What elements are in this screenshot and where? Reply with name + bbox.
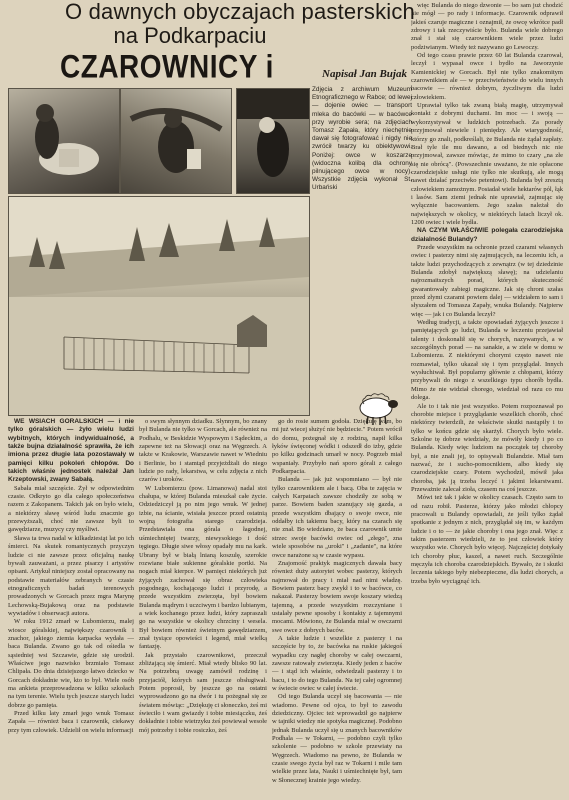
photo-cheese-making xyxy=(236,88,310,194)
article-column-4 xyxy=(411,2,563,796)
photo-milk-transport xyxy=(120,88,232,194)
photo-sheep-pen xyxy=(8,196,310,416)
paragraph: Przede wszystkim na ochronie przed czarami własnych owiec i pasterzy nimi się zajmujących, na leczeniu ich, a także ludzi przychodzących z zewnątrz (w tej dziedzinie Bulanda zdobył największą sławę); na udzielaniu najrozmaitszych porad, których skuteczność gwarantowały zabiegi magiczne. Jak się chroni szałas przed złymi czarami powiem dalej — widziałem to sam i słyszałem od Tomasza Zapały, wnuka Bulandy. Najpierw więc — jak i co Bulanda leczył? xyxy=(411,243,563,318)
article-column-3 xyxy=(272,418,402,796)
section-subhead: NA CZYM WŁAŚCIWIE polegała czarodziejska działalność Bulandy? xyxy=(411,227,563,243)
paragraph: W roku 1912 zmarł w Lubomierzu, malej wiosce góralskiej, największy czarownik i znachor, jakiego ziemia karpacka wydała — baca Bulanda. Zwano go tak od ośiedla w sąsiedniej wsi Szczawie, gdzie się urodził. Właściwe jego nazwisko brzmiało Tomasz Chlipała. Do dnia dzisiejszego łatwo dziecko w Gorcach dokładnie wie, kto to był. Wiele osób ma ankieta przeprowadzona w kilku szkołach na tym terenie. Wielu tych jeszcze starych ludzi dobrze go pamięta. xyxy=(8,618,134,709)
paragraph: Od tego czasu prawie przez 60 lat Bulanda czarował, leczył i wypasał owce i bydło na Jaworzynie Kamienickiej w Gorcach. Był nie tylko znakomitym czarownikiem ale — w przeciwieństwie do wielu innych bacowie — również dobrym, życzliwym dla ludzi człowiekiem. xyxy=(411,52,563,101)
paragraph: Przed kilku laty zmarł jego wnuk Tomasz Zapała — również baca i czarownik, ciekawy przy tym człowiek. Udzielił on wielu informacji xyxy=(8,710,134,734)
paragraph: Ale to i tak nie jest wszystko. Potem rozpoznawał po chorobie miejsce i przyglądanie wszelkich chorób, choć niektórzy twierdzili, że właściwie skutki nastąpiły i to tylko w końcu gdzie się skarżył. Chorych było wiele. Szkolne tę dobrze wiedziały, że mówiły kiedy i po co Bulanda. Kiedy więc ludziom na początek tej choroby był, a nie znali jej, to opisywali Bulandzie. Miał tam nazwać, że i sucho-pomocnikiem, albo kiedy się czarodziejskie czary. Potem wychodził, mówił jaka choroba, jak ją trzeba leczyć i jakimi lekarstwami. Przeważnie zalecał zioła, czasem na coś jeszcze. xyxy=(411,402,563,493)
paragraph: Bulanda — jak już wspomniano — był nie tylko czarownikiem ale i bacą. Oba te zajęcia w całych Karpatach zawsze chodziły ze sobą w parze. Bowiem baden szanujący się gazda, a przede wszystkim dbający o swoje owce, nie oddałby ich takiemu bacy, który na czarach się nie znał. Bo wiedziano, że baca czarownik umie strzec swoje bacówki owiec od „złego", zna wiele sposobów na „uroki" i „zadanie", na które owce narażone są w czasie wypasu. xyxy=(272,476,402,559)
headline-line-2: na Podkarpaciu xyxy=(113,23,267,48)
headline-line-1: O dawnych obyczajach pasterskich xyxy=(64,0,415,24)
article-lead: WE WSIACH GÓRALSKICH — i nie tylko góralskich — żyło wielu ludzi wybitnych, których indywidualność, a także bujna działalność sprawiła, że ich imiona przez długie lata pozostawały w pamięci kilku pokoleń chłopów. Do takich właśnie jednostek należał Jan Krzeptowski, zwany Sabałą. xyxy=(8,418,134,484)
paragraph: Mówi też tak i jakie w okolicy czasach. Często sam to od razu robił. Pasterze, którzy jako młodzi chłopcy pracowali u Bulandy opowiadali, że jeśli tylko żądał spotkanie z jednym z nich, przyglądał się im, w każdym ludzie i o to — że jakie choroby i ona jego znał. Więc z takim pasterzem wiedzieli, że to jest człowiek który wszystko wie. Chorych było więcej. Najczęściej dotykały ich choroby płuc, kaszel, a nawet ruch. Szczególnie męczyła ich choroba czarodziejskich. Bywało, że i skutki leczenia takiego były niebezpieczne, dla ludzi chorych, a trzeba było wyciągnąć ich. xyxy=(411,494,563,585)
photo-caption: Zdjęcia z archiwum Muzeum Etnograficznego w Rabce; od lewej — dojenie owiec — transport mleka do bacówki — w bacówce przy wyrobie sera; na zdjęciach Tomasz Zapała, który niechętnie dawał się fotografować i nigdy nie zwrócił twarzy ku obiektywowi. Poniżej: owce w koszarze (widoczna kolibą dla ochrony pilnującego owce w nocy). Wszystkie zdjęcia wykonał St. Urbański xyxy=(312,86,412,192)
paragraph: Uprawiał tylko tak zwaną białą magię, utrzymywał kontakt z dobrymi duchami. Im moc — i swoją — wykorzystywał w ludzkich potrzebach. Za porady przyjmował niewiele i pieniędzy. Ale wiarygodność, którzy go znali, podkreślali, że Bulanda nie żądał zapłaty. Brał tyle ile mu dawano, a od biednych nic nie przyjmował, zawsze mówiąc, że mimo to czary „na złe się nie obrócą". (Powszechnie uważano, że nie opłacone czarodziejskie usługi nie tylko nie skutkują, ale mogą nawet działać przeciwko petentowi). Bulanda był zresztą człowiekiem zamożnym. Posiadał wiele hektarów pól, łąk i lasów. Sam ziemi jednak nie uprawiał, zajmując się wyłącznie bacowaniem. Jego szałas należał do największych w okolicy, w niektórych latach liczył ok. 1200 owiec i wiele bydła. xyxy=(411,102,563,226)
paragraph: go do rosie sumem godoła. Dziękuję wam, bo mi już wiecej służyć nie będziecie." Potem wrócił do domu, pożegnał się z rodziną, napił kilka łyków święconej wódki i odszedł do izby, gdzie po kilku godzinach umarł w nocy. Pogrzeb miał wspaniały. Przybyło nań sporo górali z całego Podkarpacia. xyxy=(272,418,402,476)
paragraph: Sabała miał szczęście. Żył w odpowiednim czasie. Odkryto go dla całego społeczeństwa razem z Zakopanem. Takich jak on było wielu, a niektórzy sławę wśród ludu znacznie go przewyższali, choć nie zawsze byli to gawędziarze, muzycy czy myśliwi. xyxy=(8,484,134,534)
paragraph: W Lubomierzu (pow. Limanowa) nadal stoi chałupa, w której Bulanda mieszkał całe życie. Odziedziczył ją po nim jego wnuk. W jednej izbie, na ścianie, wisiała jeszcze przed ostatnią wojną fotografia starego czarodzieja. Przedstawiała ona górala o łagodnej, uśmiechniętej twarzy, niewysokiego i dość tęgiego. Długie siwe włosy opadały mu na kark. Ubrany był w białą lnianą koszulę, szerokie rozwiane białe sukienne góralskie portki. Na nogach miał kierpce. W pamięci niektórych już żyjących zachował się obraz człowieka pogodnego, kochającego ludzi i przyrodę, a przede wszystkim zwierzęta, był bowiem Bulanda mądrym i uczciwym i bardzo lubianym, a wiek kochanego przez ludzi, który zapraszali go na wszystkie w okolicy chrzciny i wesela. Był bowiem również świetnym gawędziarzem, znał tysiące opowieści i legend, miał wielką fantazję. xyxy=(139,484,267,651)
paragraph: Jak przystało czarownikowi, przeczuł zbliżającą się śmierć. Miał wtedy blisko 90 lat. Na potrzebną uwagę zamówił rodzinę i przyjaciół, których sam jeszcze obsługiwał. Potem poprosił, by jeszcze go na ostatni wyprowadzono go na dwór i tu pożegnał się ze światem mówiąc: „Dziękuję ci słoneczko, żeś mi świeciło i wam gwiazdy i tobie miesiączku, żeś dokładnie i tobie wietrzyku żeś powiewał wesołe mój potrzeby i tobie rosiczko, żeś xyxy=(139,651,267,734)
headline-main: CZAROWNICY i xyxy=(60,48,274,85)
paragraph: Według tradycji, a także opowiadań żyjących jeszcze i pamiętających go ludzi, Bulanda w leczeniu przejawiał talenty i doskonalił się w chorych, nazywanych, a w szczególnych porad — na sanakie, a w ziele w domu w Lubomierzu. Z niektórymi chorymi często nawet nie rozmawiał, tylko ukazał się i tym przyglądał. Innych wysłuchiwał. Był popularny głównie z chłopami, którzy przybywali do niego z wszelkiego typu chorób bydła. Mimo że nie widział chorego, wiedział od razu co mu dolega. xyxy=(411,319,563,402)
paragraph: więc Bulanda do niego dzwonie — bo sam już chodzić nie mógł — po rady i informacje. Czarownik odprawił jakieś czaruje magiczne i oznajmił, że owcę wkrótce padł zdrowy i tak rzeczywiście było. Bulanda wiele dobrego znał i stał się czarownikiem wiele przez ludzi podziwianym. Wtedy też nazywano go Lewoczy. xyxy=(411,2,563,51)
paragraph: o swym słynnym dziadku. Słynnym, bo znany był Bulanda nie tylko w Gorcach, ale również na Podhalu, w Beskidzie Wyspowym i Sądeckim, a zapewne też na Słowacji oraz na Węgrzech. A także w Krakowie, Warszawie nawet w Wiedniu i Berlinie, bo i stamtąd przyjeżdżali do niego ludzie po rady, lekarstwa, w celu zdjęcia z nich czarów i uroków. xyxy=(139,418,267,484)
photo-milking-sheep xyxy=(8,88,120,194)
article-column-2 xyxy=(139,418,267,796)
paragraph: Od tego Bulanda uczył się bacowania — nie wiadomo. Pewne od ojca, to był to zawodu dziedziczny. Ojciec też wprowadził go najpierw w tajniki wiedzy nie spotyka magicznej. Podobno jednak Bulanda uczył się u znanych bacowników Podhala — w Tokarni, — podobno czyli tylko szkolenie — podobno w szkole przewiaty na Węgrzech. Wiadomo na pewno, że Bulanda w czasie swego życia był raz w Tokarni i mile tam wielkie przez lata, Nauki i uśmiechnięte był, tam w Słonecznej krainie jego wiedzy. xyxy=(272,693,402,784)
paragraph: Sława ta trwa nadal w kilkadziesiąt lat po ich śmierci. Na skutek romantycznych przyczyn ludzie ci nie zawsze przez oficjalną naukę bywali zauważani, a przez pisarzy i artystów opisani. Artykuł niniejszy został opracowany na podstawie materiałów zebranych w czasie etnograficznych badań terenowych prowadzonych w Gorcach przez mgra Marynę Lechowską-Bujakową oraz na podstawie wywiadów i obserwacji autora. xyxy=(8,534,134,617)
paragraph: A takie ludzie i wszelkie z pasterzy i na szczęście by to, że bacówka na ruskie jakiegoś wypadku czy nagłej choroby w całej owczarni, zawsze ratowały zwierzęta. Kiedy jeden z baców — i stąd ich właśnie, odwiedzali pasterzy i to bacu, i to do tego Bulanda. Na tej całej ogromnej w świecie owiec w całej świecie. xyxy=(272,634,402,692)
article-column-1 xyxy=(8,418,134,796)
paragraph: Znajomość praktyk magicznych dawała bacy również duży autorytet wobec pasterzy, których najmował do pracy i miał nad nimi władzę. Bowiem pasterz bacy zwykł i to w bacówce, co nakazał. Pasterzy bowiem swoje koszary wiedzą tajemną, a przede wszystkim rozczyniane i ustalały pewne sposoby i kontakty z tajemnymi mocami. Mówiono, że Bulanda miał w owczarni swe owce z dobrych baców. xyxy=(272,559,402,634)
byline: Napisał Jan Bujak xyxy=(322,68,407,80)
